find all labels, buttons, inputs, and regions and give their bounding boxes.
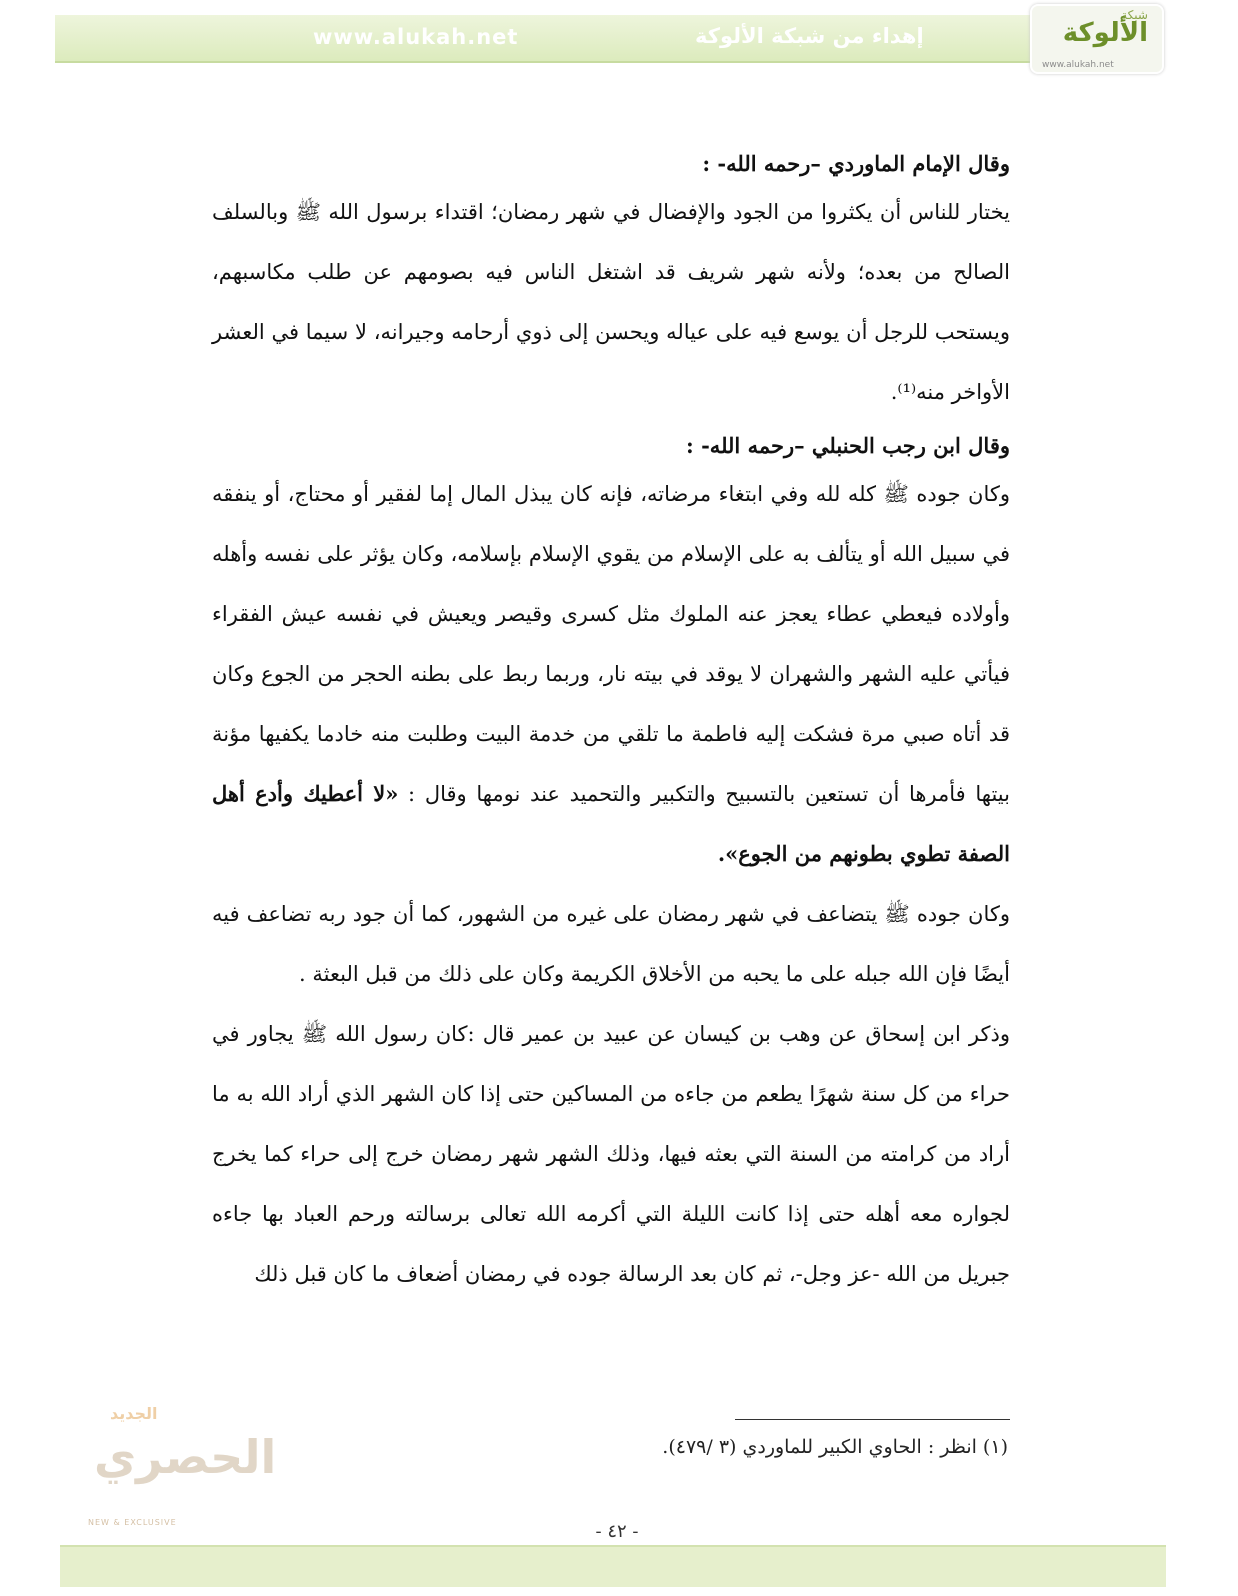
section-mawardi: [212, 146, 1010, 422]
paragraph-text: وكان جوده ﷺ كله لله وفي ابتغاء مرضاته، فإنه كان يبذل المال إما لفقير أو محتاج، أو ينفقه في سبيل الله أو يتألف به على الإسلام من يقوي الإسلام بإسلامه، وكان يؤثر على نفسه وأهله وأولاده فيعطي عطاء يعجز عنه الملوك مثل كسرى وقيصر ويعيش في نفسه عيش الفقراء فيأتي عليه الشهر والشهران لا يوقد في بيته نار، وربما ربط على بطنه الحجر من الجوع وكان قد أتاه صبي مرة فشكت إليه فاطمة ما تلقي من خدمة البيت وطلبت منه خادما يكفيها مؤنة بيتها فأمرها أن تستعين بالتسبيح والتكبير والتحميد عند نومها وقال :: [212, 482, 1010, 806]
logo-main-text: الألوكة: [1062, 18, 1148, 48]
site-url[interactable]: www.alukah.net: [313, 25, 519, 49]
logo-url: www.alukah.net: [1042, 60, 1114, 70]
header-tagline: إهداء من شبكة الألوكة: [695, 24, 924, 48]
footnote-divider: [735, 1419, 1010, 1420]
stamp-top-text: الجديد: [110, 1404, 158, 1423]
section-heading: وقال الإمام الماوردي –رحمه الله- :: [702, 151, 1010, 176]
header-banner: [55, 15, 1163, 63]
paragraph: وكان جوده ﷺ يتضاعف في شهر رمضان على غيره من الشهور، كما أن جود ربه تضاعف فيه أيضًا فإن الله جبله على ما يحبه من الأخلاق الكريمة وكان على ذلك من قبل البعثة .: [212, 902, 1010, 986]
section-ibn-rajab: [212, 428, 1010, 1304]
site-logo[interactable]: [1030, 4, 1164, 74]
logo-small-text: شبكة: [1121, 8, 1148, 22]
paragraph: وذكر ابن إسحاق عن وهب بن كيسان عن عبيد بن عمير قال :كان رسول الله ﷺ يجاور في حراء من كل سنة شهرًا يطعم من جاءه من المساكين حتى إذا كان الشهر الذي أراد الله به ما أراد من كرامته من السنة التي بعثه فيها، وذلك الشهر شهر رمضان خرج إلى حراء كما يخرج لجواره معه أهله حتى إذا كانت الليلة التي أكرمه الله تعالى برسالته ورحم العباد بها جاءه جبريل من الله -عز وجل-، ثم كان بعد الرسالة جوده في رمضان أضعاف ما كان قبل ذلك: [212, 1022, 1010, 1286]
stamp-main-text: الحصري: [94, 1430, 277, 1484]
footer-banner: [60, 1545, 1166, 1587]
paragraph: يختار للناس أن يكثروا من الجود والإفضال في شهر رمضان؛ اقتداء برسول الله ﷺ وبالسلف الصالح من بعده؛ ولأنه شهر شريف قد اشتغل الناس فيه بصومهم عن طلب مكاسبهم، ويستحب للرجل أن يوسع فيه على عياله ويحسن إلى ذوي أرحامه وجيرانه، لا سيما في العشر الأواخر منه⁽¹⁾.: [212, 200, 1010, 404]
footnote: (١) انظر : الحاوي الكبير للماوردي (٣ /٤٧٩).: [662, 1436, 1008, 1458]
hadith-quote: «لا أعطيك وأدع أهل الصفة تطوي بطونهم من الجوع».: [212, 781, 1010, 866]
stamp-bottom-text: NEW & EXCLUSIVE: [88, 1518, 177, 1527]
page-content: [212, 140, 1010, 1304]
exclusive-stamp: [82, 1400, 277, 1530]
page-number: - ٤٢ -: [595, 1521, 639, 1542]
section-heading: وقال ابن رجب الحنبلي –رحمه الله- :: [686, 433, 1010, 458]
paragraph: [212, 464, 1010, 884]
